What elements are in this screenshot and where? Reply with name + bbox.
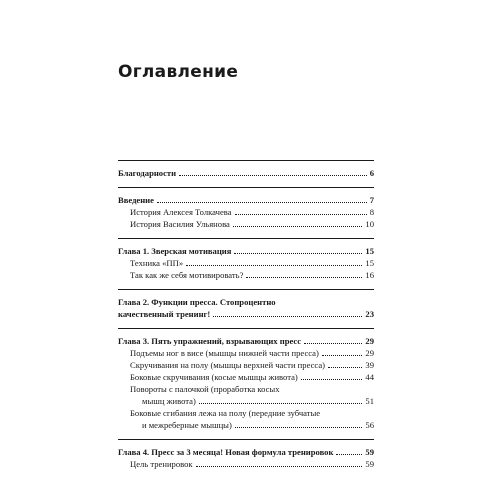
toc-entry-page: 29 [365, 348, 374, 358]
toc-subentry[interactable] [118, 419, 374, 431]
toc-subentry[interactable] [118, 395, 374, 407]
toc-entry-title: Благодарности [118, 168, 177, 178]
toc-entry-intro[interactable] [118, 194, 374, 206]
toc-entry-chapter-1[interactable] [118, 245, 374, 257]
dot-leader [196, 466, 363, 467]
toc-entry-chapter-4[interactable] [118, 446, 374, 458]
dot-leader [235, 214, 367, 215]
toc-entry-title: Введение [118, 195, 154, 205]
toc-entry-page: 59 [365, 459, 374, 469]
toc-entry-page: 10 [365, 219, 374, 229]
toc-entry-title: Скручивания на полу (мышцы верхней части пресса) [130, 360, 326, 370]
toc-entry-chapter-2[interactable] [118, 308, 374, 320]
toc-entry-page: 16 [365, 270, 374, 280]
toc-entry-chapter-2-title[interactable]: Глава 2. Функции пресса. Стопроцентно [118, 297, 276, 307]
toc-subentry[interactable] [118, 218, 374, 230]
toc-subentry[interactable] [118, 359, 374, 371]
toc-entry-gratitude[interactable] [118, 167, 374, 179]
toc-entry-page: 15 [365, 258, 374, 268]
toc-subentry[interactable] [118, 269, 374, 281]
toc-entry-page: 23 [365, 309, 374, 319]
toc-entry-title: Глава 1. Зверская мотивация [118, 246, 232, 256]
toc-entry-page: 15 [365, 246, 374, 256]
toc-entry-title: История Алексея Толкачева [130, 207, 232, 217]
toc-entry-title: Боковые скручивания (косые мышцы живота) [130, 372, 298, 382]
dot-leader [304, 343, 362, 344]
toc-subentry-title[interactable]: Боковые сгибания лежа на полу (передние зубчатые [130, 408, 321, 418]
dot-leader [213, 316, 362, 317]
toc-subentry[interactable] [118, 206, 374, 218]
dot-leader [235, 427, 363, 428]
toc-subentry-title[interactable]: Повороты с палочкой (проработка косых [130, 384, 280, 394]
toc-entry-title: История Василия Ульянова [130, 219, 230, 229]
toc-entry-page: 8 [369, 207, 374, 217]
dot-leader [322, 355, 363, 356]
toc-entry-title: и межреберные мышцы) [142, 420, 232, 430]
toc-entry-page: 7 [369, 195, 374, 205]
toc-entry-page: 39 [365, 360, 374, 370]
dot-leader [328, 367, 362, 368]
toc-entry-title: Подъемы ног в висе (мышцы нижней части пресса) [130, 348, 319, 358]
toc-entry-title: качественный тренинг! [118, 309, 211, 319]
toc-entry-page: 44 [365, 372, 374, 382]
toc-entry-title: Глава 4. Пресс за 3 месяца! Новая формула тренировок [118, 447, 334, 457]
toc-entry-page: 59 [365, 447, 374, 457]
dot-leader [336, 454, 362, 455]
dot-leader [233, 226, 363, 227]
dot-leader [246, 277, 362, 278]
toc-entry-title: Глава 3. Пять упражнений, взрывающих пресс [118, 336, 302, 346]
table-of-contents [118, 160, 374, 470]
dot-leader [157, 202, 367, 203]
toc-subentry[interactable] [118, 371, 374, 383]
toc-entry-page: 51 [365, 396, 374, 406]
toc-entry-title: Цель тренировок [130, 459, 193, 469]
toc-entry-title: Так как же себя мотивировать? [130, 270, 244, 280]
dot-leader [179, 175, 367, 176]
toc-entry-title: Техника «ПП» [130, 258, 184, 268]
toc-entry-page: 29 [365, 336, 374, 346]
toc-subentry[interactable] [118, 257, 374, 269]
toc-entry-page: 6 [369, 168, 374, 178]
toc-entry-chapter-3[interactable] [118, 335, 374, 347]
dot-leader [301, 379, 363, 380]
toc-entry-title: мышц живота) [142, 396, 196, 406]
toc-entry-page: 56 [365, 420, 374, 430]
toc-subentry[interactable] [118, 347, 374, 359]
toc-subentry[interactable] [118, 458, 374, 470]
dot-leader [199, 403, 363, 404]
dot-leader [234, 253, 362, 254]
page-title: Оглавление [118, 62, 239, 82]
dot-leader [186, 265, 362, 266]
